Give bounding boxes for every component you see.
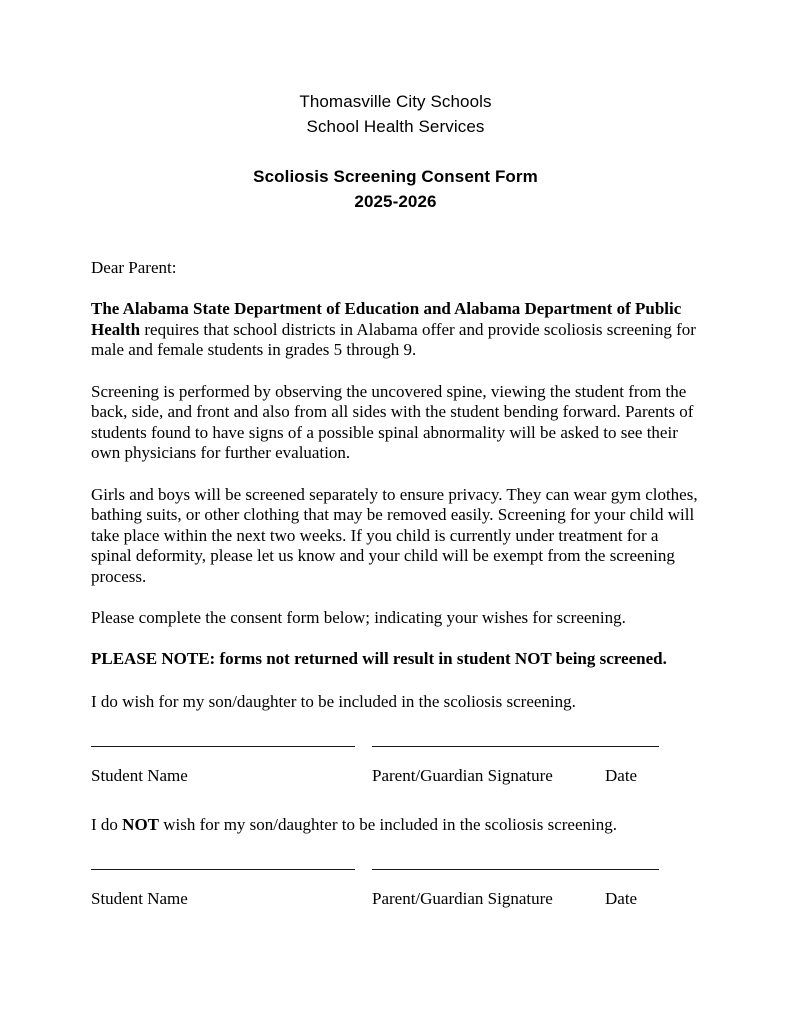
paragraph-requirement (91, 299, 701, 361)
header-department: School Health Services (306, 117, 485, 136)
paragraph-privacy-and-scheduling: Girls and boys will be screened separately to ensure privacy. They can wear gym clothes, bathing suits, or other clothing that may be removed easily. Screening for your child will take place within the next two weeks. If you child is currently under treatment for a spinal deformity, please let us know and your child will be exempt from the screening process. (91, 484, 698, 586)
consent-section-yes (91, 692, 701, 788)
consent-no-statement (91, 815, 701, 836)
label-date-yes: Date (605, 765, 638, 785)
paragraph-complete-form: Please complete the consent form below; indicating your wishes for screening. (91, 608, 626, 628)
consent-no-text-part2: wish for my son/daughter to be included in the scoliosis screening. (159, 815, 617, 834)
header-spacer (0, 139, 791, 164)
consent-no-labels (91, 889, 701, 911)
consent-no-emphasis: NOT (122, 815, 160, 834)
paragraph-requirement-bold-lead: The Alabama State Department of Education and Alabama Department of Public Health (91, 299, 682, 339)
signature-date-line-no[interactable] (372, 869, 659, 870)
label-date-no: Date (605, 888, 638, 908)
label-student-name-no: Student Name (91, 888, 188, 908)
document-body (91, 258, 701, 670)
student-name-line-no[interactable] (91, 869, 355, 870)
consent-no-text-part1: I do (91, 815, 123, 834)
label-parent-signature-no: Parent/Guardian Signature (372, 888, 553, 908)
consent-yes-statement: I do wish for my son/daughter to be included in the scoliosis screening. (91, 692, 576, 711)
school-year: 2025-2026 (354, 192, 437, 211)
paragraph-requirement-text: requires that school districts in Alabama offer and provide scoliosis screening for male and female students in grades 5 through 9. (91, 319, 696, 360)
consent-no-signature-lines (91, 869, 701, 885)
student-name-line-yes[interactable] (91, 746, 355, 747)
consent-section-no (91, 815, 701, 911)
consent-yes-signature-lines (91, 746, 701, 762)
label-student-name-yes: Student Name (91, 765, 188, 785)
signature-date-line-yes[interactable] (372, 746, 659, 747)
salutation: Dear Parent: (91, 258, 177, 277)
document-header (0, 89, 791, 214)
label-parent-signature-yes: Parent/Guardian Signature (372, 765, 553, 785)
please-note-warning: PLEASE NOTE: forms not returned will result in student NOT being screened. (91, 649, 667, 669)
consent-yes-labels (91, 766, 701, 788)
document-title: Scoliosis Screening Consent Form (253, 167, 538, 186)
paragraph-screening-procedure: Screening is performed by observing the uncovered spine, viewing the student from the back, side, and front and also from all sides with the student bending forward. Parents of students found to have signs of a possible spinal abnormality will be asked to see their own physicians for further evaluation. (91, 381, 694, 463)
header-organization: Thomasville City Schools (299, 92, 492, 111)
